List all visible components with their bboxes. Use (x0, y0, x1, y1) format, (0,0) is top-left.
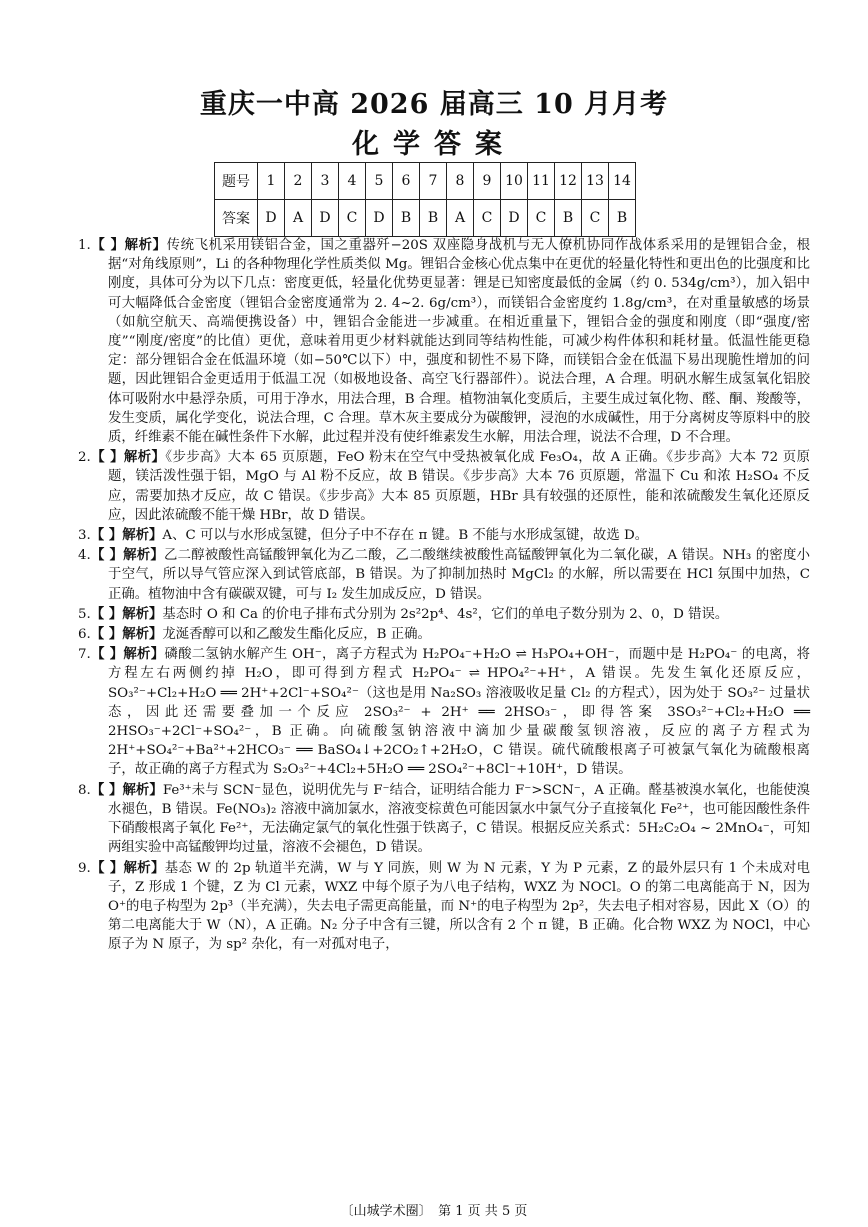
item-number: 8. (78, 782, 91, 798)
answer-cell: D (501, 200, 528, 237)
explanation-item (78, 625, 810, 644)
item-text: 基态 W 的 2p 轨道半充满，W 与 Y 同族，则 W 为 N 元素，Y 为 P 元素，Z 的最外层只有 1 个未成对电子，Z 形成 1 个键，Z 为 Cl 元素，WXZ 中每个原子为八电子结构，WXZ 为 NOCl。O 的第二电离能高于 N，因为 O⁺的电子构型为 2p³（半充满），失去电子需更高能量，而 N⁺的电子构型为 2p²，失去电子相对容易，因此 X（O）的第二电离能大于 W（N），A 正确。N₂ 分子中含有三键，所以含有 2 个 π 键，B 正确。化合物 WXZ 为 NOCl，中心原子为 N 原子，为 sp² 杂化，有一对孤对电子， (108, 860, 810, 953)
item-number: 1. (78, 238, 91, 253)
explanation-item (78, 526, 810, 545)
answer-table-answer-row (215, 200, 636, 237)
item-tag: 【 】解析】 (90, 527, 163, 544)
answer-cell: B (609, 200, 636, 237)
answer-row-label: 答案 (215, 200, 258, 237)
item-text: 传统飞机采用镁铝合金，国之重器歼−20S 双座隐身战机与无人僚机协同作战体系采用的是锂铝合金，根据“对角线原则”，Li 的各种物理化学性质类似 Mg。锂铝合金核心优点集中在更优的轻量化特性和更出色的比强度和比刚度，具体可分为以下几点：密度更低，轻量化优势更显著：锂是已知密度最低的金属（约 0. 534g/cm³），加入铝中可大幅降低合金密度（锂铝合金密度通常为 2. 4~2. 6g/cm³），而镁铝合金密度约 1.8g/cm³，在对重量敏感的场景（如航空航天、高端便携设备）中，锂铝合金能进一步减重。在相近重量下，锂铝合金的强度和刚度（即“强度/密度”“刚度/密度”的比值）更优，意味着用更少材料就能达到同等结构性能，可减少构件体积和耗材量。低温性能更稳定：部分锂铝合金在低温环境（如−50℃以下）中，强度和韧性不易下降，而镁铝合金在低温下易出现脆性增加的问题，因此锂铝合金更适用于低温工况（如极地设备、高空飞行器部件）。说法合理，A 合理。明矾水解生成氢氧化铝胶体可吸附水中悬浮杂质，可用于净水，用法合理，B 合理。植物油氧化变质后，主要生成过氧化物、醛、酮、羧酸等，发生变质，属化学变化，说法合理，C 合理。草木灰主要成分为碳酸钾，浸泡的水成碱性，用于分离树皮等原料中的胶质，纤维素不能在碱性条件下水解，此过程并没有使纤维素发生水解，用法合理，说法不合理，D 不合理。 (108, 238, 811, 446)
item-tag: 【 】解析】 (90, 646, 165, 663)
question-number: 9 (474, 163, 501, 200)
question-number: 7 (420, 163, 447, 200)
item-number: 7. (78, 647, 91, 663)
question-number: 1 (258, 163, 285, 200)
item-text: 乙二醇被酸性高锰酸钾氧化为乙二酸，乙二酸继续被酸性高锰酸钾氧化为二氧化碳，A 错误。NH₃ 的密度小于空气，所以导气管应深入到试管底部，B 错误。为了抑制加热时 MgCl₂ 的水解，所以需要在 HCl 氛围中加热，C 正确。植物油中含有碳碳双键，可与 I₂ 发生加成反应，D 错误。 (108, 548, 810, 602)
answer-cell: C (474, 200, 501, 237)
answer-cell: B (393, 200, 420, 237)
answer-cell: B (555, 200, 582, 237)
question-number: 13 (582, 163, 609, 200)
explanation-item (78, 448, 810, 525)
question-number: 11 (528, 163, 555, 200)
explanation-item (78, 605, 810, 624)
question-number: 10 (501, 163, 528, 200)
answer-cell: C (339, 200, 366, 237)
question-number: 8 (447, 163, 474, 200)
item-tag: 【 】解析】 (90, 449, 166, 466)
item-text: 龙涎香醇可以和乙酸发生酯化反应，B 正确。 (162, 627, 431, 643)
answer-table-number-row (215, 163, 636, 200)
item-tag: 【 】解析】 (90, 781, 163, 798)
answer-cell: D (366, 200, 393, 237)
item-number: 5. (78, 606, 91, 622)
item-tag: 【 】解析】 (90, 237, 167, 253)
question-number: 2 (285, 163, 312, 200)
explanation-item (78, 236, 810, 447)
item-text: 基态时 O 和 Ca 的价电子排布式分别为 2s²2p⁴、4s²，它们的单电子数分别为 2、0，D 错误。 (162, 606, 729, 622)
page-title: 重庆一中高 2026 届高三 10 月月考 (199, 89, 669, 120)
item-number: 9. (78, 860, 91, 876)
explanation-item (78, 546, 810, 604)
answer-cell: A (447, 200, 474, 237)
explanations (78, 236, 810, 956)
item-number: 2. (78, 450, 91, 466)
answer-cell: D (312, 200, 339, 237)
answer-cell: C (528, 200, 555, 237)
item-tag: 【 】解析】 (90, 859, 165, 876)
item-number: 3. (78, 528, 91, 544)
item-text: Fe³⁺未与 SCN⁻显色，说明优先与 F⁻结合，证明结合能力 F⁻>SCN⁻，A 正确。醛基被溴水氧化，也能使溴水褪色，B 错误。Fe(NO₃)₂ 溶液中滴加氯水，溶液变棕黄色可能因氯水中氯气分子直接氧化 Fe²⁺，也可能因酸性条件下硝酸根离子氧化 Fe²⁺，无法确定氯气的氧化性强于铁离子，C 错误。根据反应关系式：5H₂C₂O₄ ~ 2MnO₄⁻，可知两组实验中高锰酸钾均过量，溶液不会褪色，D 错误。 (108, 782, 810, 856)
item-text: A、C 可以与水形成氢键，但分子中不存在 π 键。B 不能与水形成氢键，故选 D。 (162, 528, 649, 544)
item-number: 6. (78, 627, 91, 643)
item-number: 4. (78, 548, 91, 564)
item-tag: 【 】解析】 (90, 626, 163, 643)
question-number: 3 (312, 163, 339, 200)
answer-table (214, 162, 636, 237)
answer-cell: B (420, 200, 447, 237)
item-tag: 【 】解析】 (90, 605, 163, 622)
question-number: 6 (393, 163, 420, 200)
question-number: 14 (609, 163, 636, 200)
answer-cell: A (285, 200, 312, 237)
explanation-item (78, 645, 810, 779)
question-number: 4 (339, 163, 366, 200)
explanation-item (78, 781, 810, 858)
page-footer: 〔山城学术圈〕 第 1 页 共 5 页 (340, 1204, 528, 1219)
question-number: 12 (555, 163, 582, 200)
explanation-item (78, 859, 810, 955)
answer-cell: C (582, 200, 609, 237)
item-text: 《步步高》大本 65 页原题，FeO 粉末在空气中受热被氧化成 Fe₃O₄，故 A 正确。《步步高》大本 72 页原题，镁活泼性强于铝，MgO 与 Al 粉不反应，故 B 错误。《步步高》大本 76 页原题，常温下 Cu 和浓 H₂SO₄ 不反应，需要加热才反应，故 C 错误。《步步高》大本 85 页原题，HBr 具有较强的还原性，能和浓硫酸发生氧化还原反应，因此浓硫酸不能干燥 HBr，故 D 错误。 (108, 450, 810, 523)
item-tag: 【 】解析】 (90, 547, 164, 564)
page-subtitle: 化学答案 (352, 129, 516, 160)
number-row-label: 题号 (215, 163, 258, 200)
answer-cell: D (258, 200, 285, 237)
question-number: 5 (366, 163, 393, 200)
item-text: 磷酸二氢钠水解产生 OH⁻，离子方程式为 H₂PO₄⁻+H₂O ⇌ H₃PO₄+OH⁻，而题中是 H₂PO₄⁻ 的电离，将方程左右两侧约掉 H₂O，即可得到方程式 H₂PO₄⁻ ⇌ HPO₄²⁻+H⁺，A 错误。先发生氧化还原反应，SO₃²⁻+Cl₂+H₂O ══ 2H⁺+2Cl⁻+SO₄²⁻（这也是用 Na₂SO₃ 溶液吸收足量 Cl₂ 的方程式），因为处于 SO₃²⁻ 过量状态，因此还需要叠加一个反应 2SO₃²⁻ + 2H⁺ ══ 2HSO₃⁻，即得答案 3SO₃²⁻+Cl₂+H₂O ══ 2HSO₃⁻+2Cl⁻+SO₄²⁻，B 正确。向硫酸氢钠溶液中滴加少量碳酸氢钡溶液，反应的离子方程式为 2H⁺+SO₄²⁻+Ba²⁺+2HCO₃⁻ ══ BaSO₄↓+2CO₂↑+2H₂O，C 错误。硫代硫酸根离子可被氯气氧化为硫酸根离子，故正确的离子方程式为 S₂O₃²⁻+4Cl₂+5H₂O ══ 2SO₄²⁻+8Cl⁻+10H⁺，D 错误。 (108, 647, 810, 778)
